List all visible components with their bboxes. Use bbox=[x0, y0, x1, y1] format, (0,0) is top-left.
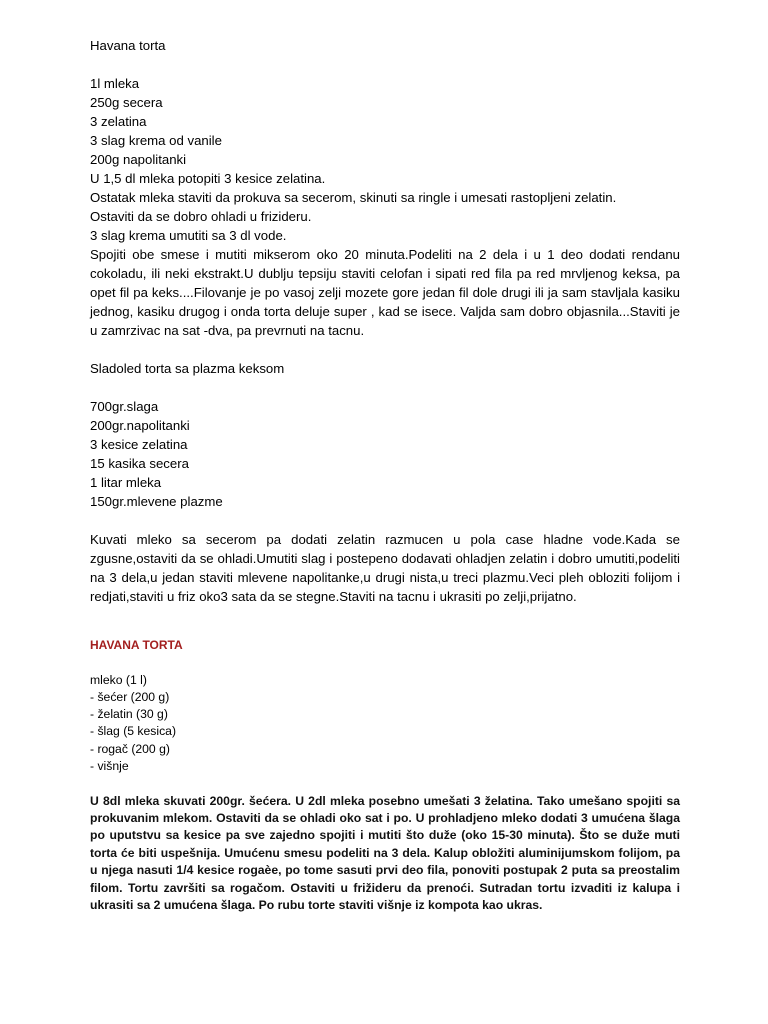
recipe3-ingredient: - šećer (200 g) bbox=[90, 689, 170, 704]
recipe3-ingredient: mleko (1 l) bbox=[90, 672, 147, 687]
spacer bbox=[90, 55, 680, 74]
spacer bbox=[90, 511, 680, 530]
recipe3-title: HAVANA TORTA bbox=[90, 638, 183, 653]
recipe3-ingredient: - višnje bbox=[90, 759, 129, 774]
spacer bbox=[90, 620, 680, 637]
spacer bbox=[90, 654, 680, 671]
recipe2-ingredient: 150gr.mlevene plazme bbox=[90, 494, 223, 509]
recipe3-section bbox=[90, 620, 680, 915]
document-page bbox=[90, 36, 680, 915]
recipe2-ingredient: 3 kesice zelatina bbox=[90, 437, 188, 452]
recipe1-ingredient: 3 slag krema od vanile bbox=[90, 133, 222, 148]
recipe2-ingredient: 1 litar mleka bbox=[90, 475, 162, 490]
recipe3-ingredient: - šlag (5 kesica) bbox=[90, 724, 177, 739]
recipe1-ingredient: 3 zelatina bbox=[90, 114, 147, 129]
spacer bbox=[90, 378, 680, 397]
recipe1-ingredient: 250g secera bbox=[90, 95, 163, 110]
recipe1-title: Havana torta bbox=[90, 38, 166, 53]
recipe2-paragraph: Kuvati mleko sa secerom pa dodati zelatin razmucen u pola case hladne vode.Kada se zgusne,ostaviti da se ohladi.Umutiti slag i postepeno dodavati ohladjen zelatin i dobro umutiti,podeliti na 3 dela,u jedan staviti mlevene napolitanke,u drugi nista,u treci plazmu.Veci pleh obloziti folijom i redjati,staviti u friz oko3 sata da se stegne.Staviti na tacnu i ukrasiti po zelji,prijatno. bbox=[90, 532, 680, 604]
recipe2-title: Sladoled torta sa plazma keksom bbox=[90, 361, 285, 376]
recipe1-step: U 1,5 dl mleka potopiti 3 kesice zelatina. bbox=[90, 171, 326, 186]
recipe1-ingredient: 200g napolitanki bbox=[90, 152, 187, 167]
spacer bbox=[90, 775, 680, 792]
spacer bbox=[90, 340, 680, 359]
recipe3-ingredient: - želatin (30 g) bbox=[90, 707, 168, 722]
recipe2-ingredient: 200gr.napolitanki bbox=[90, 418, 190, 433]
recipe1-paragraph: Spojiti obe smese i mutiti mikserom oko 20 minuta.Podeliti na 2 dela i u 1 deo dodati rendanu cokoladu, ili neki ekstrakt.U dublju tepsiju staviti celofan i sipati red fila pa red mrvljenog keksa, pa opet fil pa keks....Filovanje je po vasoj zelji mozete gore jedan fil dole drugi ili ja sam stavljala kasiku jednog, kasiku drugog i onda torta deluje super , kad se isece. Valjda sam dobro objasnila...Staviti je u zamrzivac na sat -dva, pa prevrnuti na tacnu. bbox=[90, 247, 680, 338]
recipe1-step: 3 slag krema umutiti sa 3 dl vode. bbox=[90, 228, 287, 243]
recipe3-ingredient: - rogač (200 g) bbox=[90, 741, 170, 756]
recipe1-ingredient: 1l mleka bbox=[90, 76, 140, 91]
recipe2-ingredient: 700gr.slaga bbox=[90, 399, 159, 414]
recipe3-paragraph: U 8dl mleka skuvati 200gr. šećera. U 2dl mleka posebno umešati 3 želatina. Tako umešano spojiti sa prokuvanim mlekom. Ostaviti da se ohladi oko sat i po. U prohladjeno mleko dodati 3 umućena šlaga po uputstvu sa kesice pa sve zajedno spojiti i mutiti što duže (oko 15-30 minuta). Što se duže muti torta će biti uspešnija. Umućenu smesu podeliti na 3 dela. Kalup obložiti aluminijumskom folijom, pa u njega nasuti 1/4 kesice rogaèe, po tome sasuti prvi deo fila, ponoviti postupak 2 puta sa preostalim filom. Tortu završiti sa rogačom. Ostaviti u frižideru da prenoći. Sutradan tortu izvaditi iz kalupa i ukrasiti sa 2 umućena šlaga. Po rubu torte staviti višnje iz kompota kao ukras. bbox=[90, 793, 680, 913]
recipe1-step: Ostatak mleka staviti da prokuva sa secerom, skinuti sa ringle i umesati rastopljeni zelatin. bbox=[90, 190, 617, 205]
recipe1-step: Ostaviti da se dobro ohladi u frizideru. bbox=[90, 209, 312, 224]
recipe2-ingredient: 15 kasika secera bbox=[90, 456, 189, 471]
